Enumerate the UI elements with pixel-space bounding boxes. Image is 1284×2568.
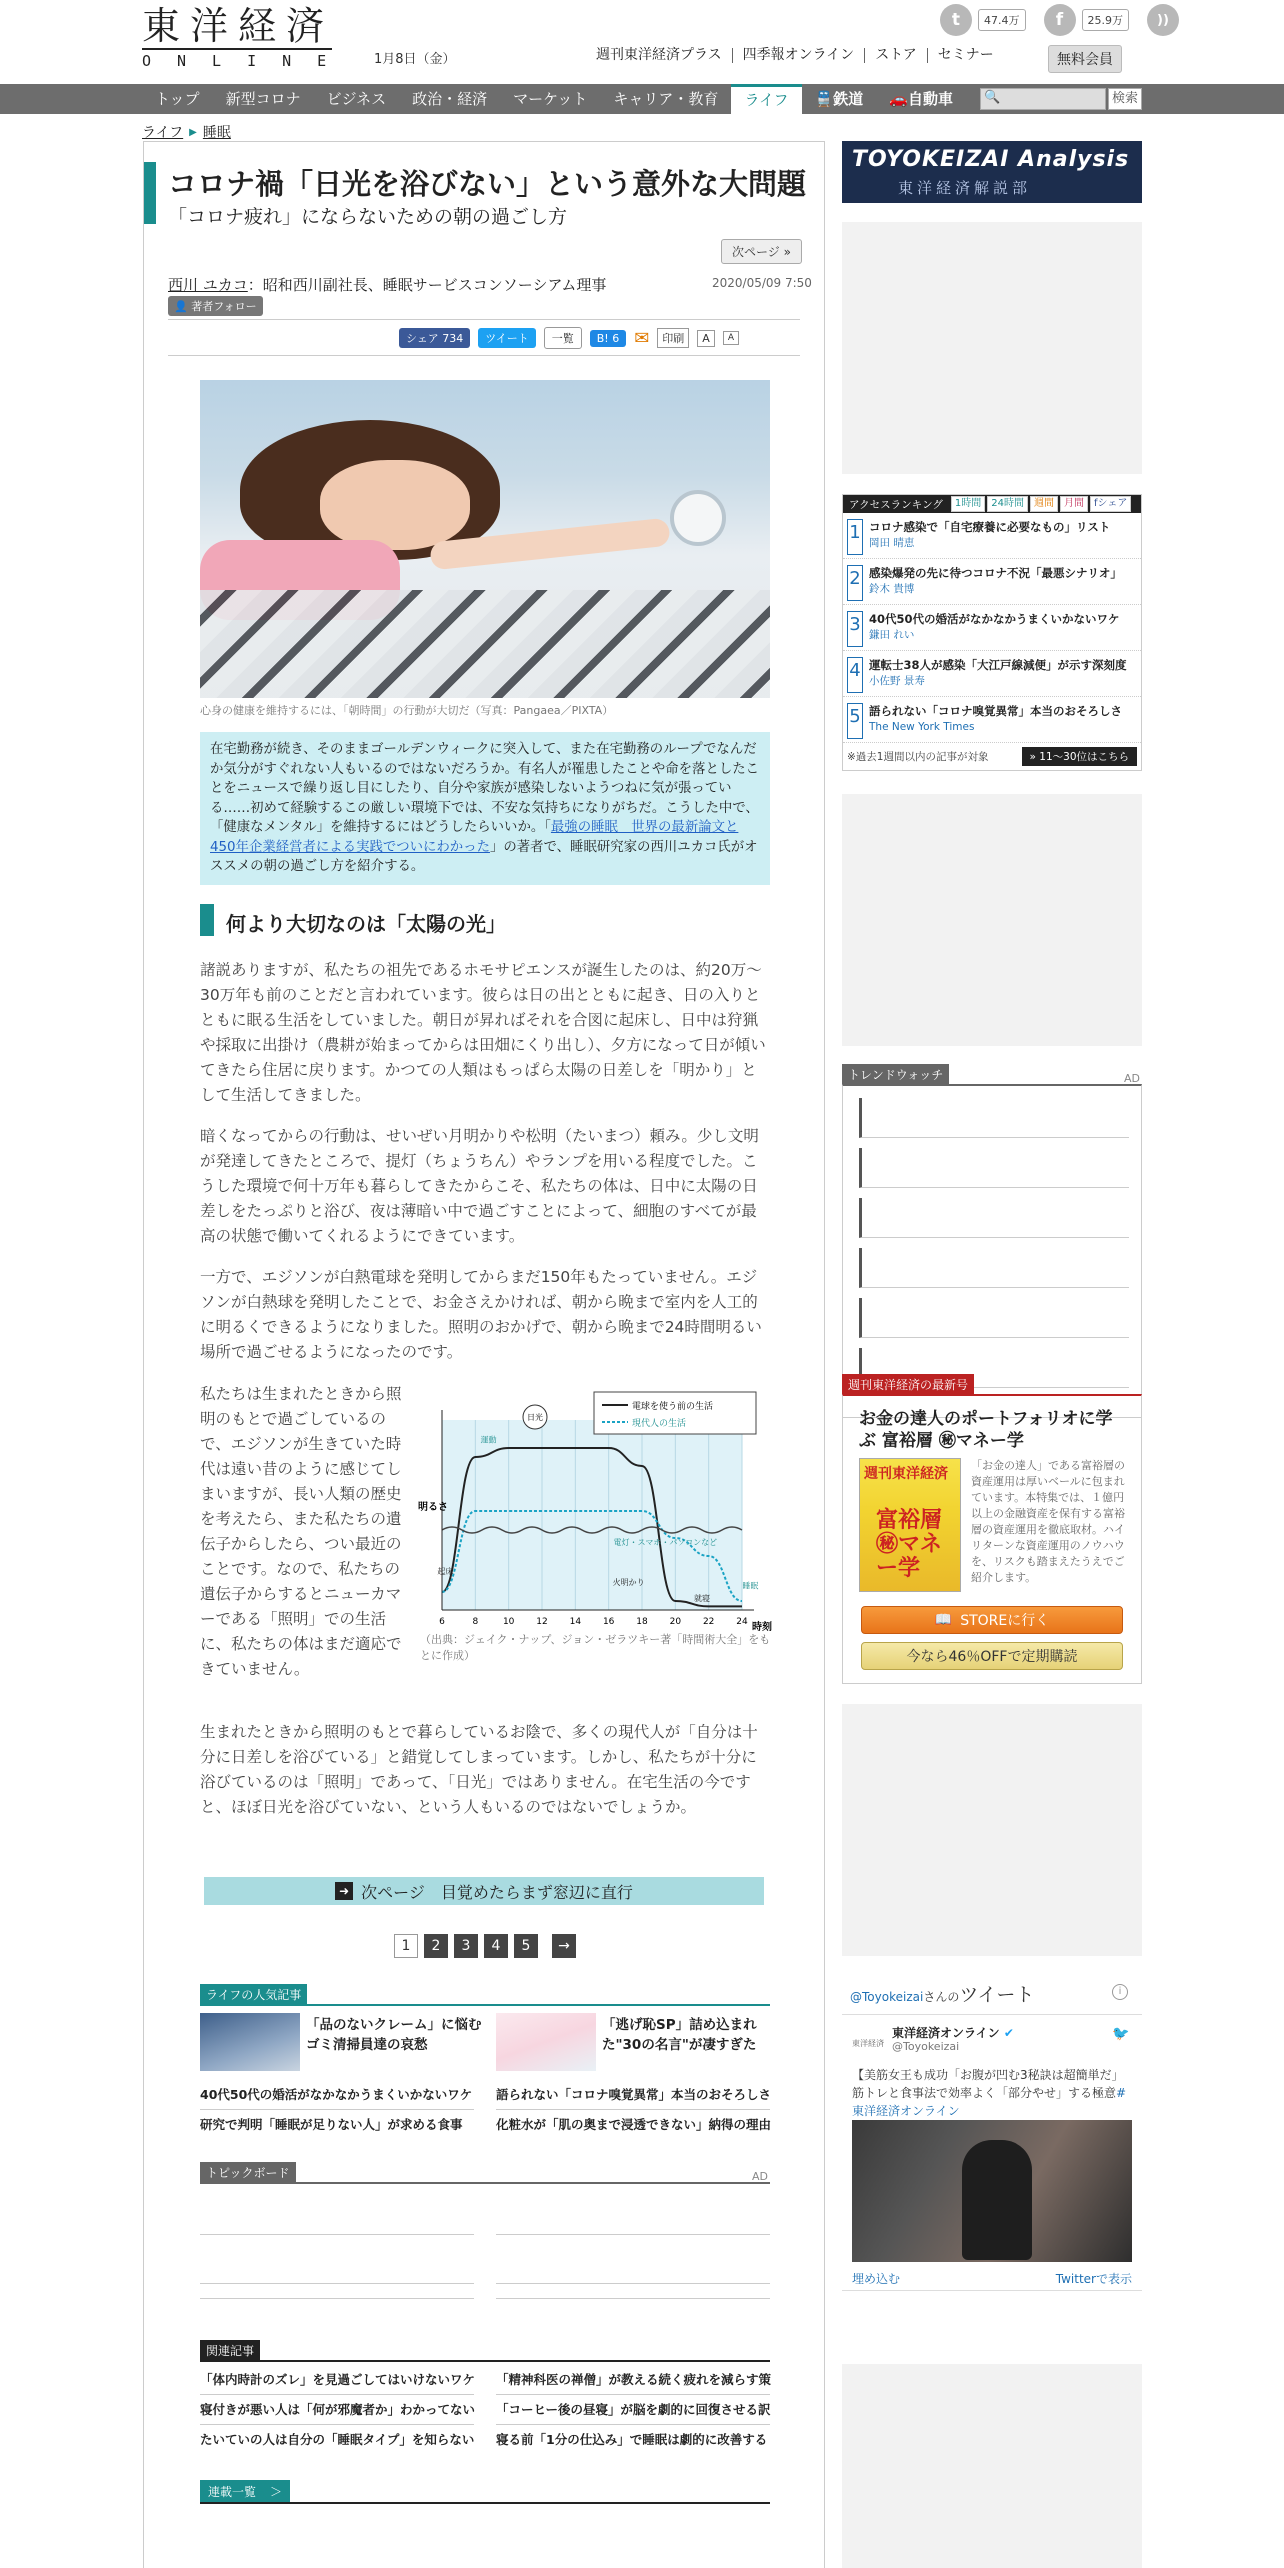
author-line [168, 274, 606, 295]
main-nav [0, 84, 1284, 114]
site-header [0, 0, 1284, 84]
ranking-item[interactable] [843, 605, 1141, 651]
link-weekly-plus[interactable]: 週刊東洋経済プラス [596, 47, 722, 63]
divider [200, 2004, 770, 2006]
chart-caption: （出典：ジェイク・ナップ、ジョン・ゼラツキー著「時間術大全」をもとに作成） [420, 1633, 771, 1662]
nav-career[interactable]: キャリア・教育 [613, 90, 719, 108]
chart-annotation: 運動 [480, 1435, 497, 1445]
chart-annotation: 火明かり [612, 1577, 645, 1587]
rank-title: コロナ感染で「自宅療養に必要なもの」リスト [869, 520, 1111, 534]
embed-link[interactable]: 埋め込む [852, 2272, 901, 2286]
chart-annotation: 睡眠 [742, 1581, 759, 1591]
paragraph: 私たちは生まれたときから照明のもとで過ごしているので、エジソンが生きていた時代は遠い昔のように感じてしまいますが、長い人類の歴史を考えたら、また私たちの遺伝子からしたら、つい最近のことです。なので、私たちの遺伝子からするとニューカマーである「照明」での生活に、私たちの体はまだ適応できていません。 [200, 1385, 402, 1678]
alarm-clock-icon [670, 490, 726, 546]
rank-author: 鈴木 貴博 [869, 583, 915, 595]
link-seminar[interactable]: セミナー [927, 48, 1004, 63]
twitter-count: 47.4万 [978, 9, 1026, 31]
tweet-handle-link[interactable]: @Toyokeizai [850, 1990, 924, 2004]
analysis-banner[interactable] [842, 141, 1142, 203]
ranking-tab-month[interactable]: 月間 [1060, 496, 1088, 512]
page-3[interactable]: 3 [454, 1934, 478, 1958]
divider [200, 2360, 770, 2362]
trend-row[interactable] [859, 1198, 1129, 1238]
x-tick-label: 10 [502, 1617, 515, 1627]
tweet-account-handle: @Toyokeizai [892, 2040, 960, 2053]
twitter-bird-icon: 🐦 [1112, 2026, 1130, 2042]
paragraph: 暗くなってからの行動は、せいぜい月明かりや松明（たいまつ）頼み。少し文明が発達してきたところで、提灯（ちょうちん）やランプを用いる程度でした。こうした環境で何十万年も暮らしてきたからこそ、私たちの体は、日中に太陽の日差しをたっぷりと浴び、夜は薄暗い中で過ごすことによって、細胞のすべてが最高の状態で働いてくれるようにできています。 [200, 1127, 759, 1245]
ad-slot[interactable] [842, 222, 1142, 474]
nav-auto[interactable] [876, 84, 966, 114]
nav-railway-label: 鉄道 [833, 90, 864, 108]
facebook-count: 25.9万 [1082, 9, 1130, 31]
share-bar [399, 327, 739, 349]
weekly-description: 「お金の達人」である富裕層の資産運用は厚いベールに包まれています。本特集では、１億円以上の金融資産を保有する富裕層の資産運用を徹底取材。ハイリターンな資産運用のノウハウを、リスクも踏まえたうえでご紹介します。 [971, 1459, 1125, 1584]
ranking-item[interactable] [843, 513, 1141, 559]
heading-accent-bar [200, 904, 214, 936]
nav-railway[interactable] [802, 84, 877, 114]
divider [200, 2502, 770, 2504]
nav-life[interactable]: ライフ [731, 84, 801, 114]
ranking-tab-24h[interactable]: 24時間 [987, 496, 1028, 512]
rank-number: 4 [847, 657, 863, 693]
serial-label: 連載一覧 [208, 2485, 257, 2499]
subscribe-button[interactable]: 今なら46％OFFで定期購読 [861, 1642, 1123, 1670]
fb-label: シェア [406, 332, 439, 345]
author-role: ：昭和西川副社長、睡眠サービスコンソーシアム理事 [247, 276, 607, 294]
pager-next-icon[interactable]: → [552, 1934, 576, 1958]
lead-box [200, 732, 770, 885]
ranking-item[interactable] [843, 697, 1141, 743]
tweet-image[interactable] [852, 2120, 1132, 2262]
tweet-title: ツイート [959, 1984, 1035, 2006]
search-button[interactable]: 検索 [1108, 88, 1142, 110]
nav-top[interactable]: トップ [155, 90, 200, 108]
access-ranking [842, 494, 1142, 771]
section-heading: 何より大切なのは「太陽の光」 [226, 912, 506, 936]
ranking-item[interactable] [843, 559, 1141, 605]
popular-row[interactable]: 化粧水が「肌の奥まで浸透できない」納得の理由 [496, 2117, 772, 2132]
nav-politics[interactable]: 政治・経済 [412, 90, 488, 108]
popular-row[interactable]: 40代50代の婚活がなかなかうまくいかないワケ [200, 2085, 474, 2110]
link-shikiho[interactable]: 四季報オンライン [732, 48, 865, 63]
analysis-title: TOYOKEIZAI Analysis [852, 147, 1130, 172]
legend-modern: 現代人の生活 [632, 1419, 687, 1429]
logo-online: ONLINE [142, 48, 332, 70]
trend-row[interactable] [859, 1148, 1129, 1188]
breadcrumb-sleep[interactable]: 睡眠 [202, 125, 231, 141]
related-row[interactable]: 「体内時計のズレ」を見過ごしてはいけないワケ [200, 2370, 474, 2395]
cover-brand: 週刊東洋経済 [864, 1466, 948, 1482]
facebook-icon[interactable]: f [1044, 4, 1076, 36]
sun-label: 日光 [527, 1413, 543, 1422]
popular-thumb[interactable] [200, 2013, 300, 2071]
x-tick-label: 20 [669, 1617, 682, 1627]
cover-title: 富裕層㊙マネー学 [876, 1508, 943, 1581]
rank-title: 40代50代の婚活がなかなかうまくいかないワケ [869, 612, 1120, 626]
related-row[interactable]: たいていの人は自分の「睡眠タイプ」を知らない [200, 2432, 475, 2447]
x-tick-label: 14 [569, 1617, 582, 1627]
store-button[interactable] [861, 1606, 1123, 1634]
nav-market[interactable]: マーケット [513, 90, 588, 108]
link-store[interactable]: ストア [864, 48, 927, 63]
ranking-more-link[interactable]: » 11～30位はこちら [1022, 747, 1137, 766]
photo-caption: 心身の健康を維持するには、「朝時間」の行動が大切だ（写真：Pangaea／PIXTA） [200, 704, 614, 717]
breadcrumb-arrow-icon: ▶ [189, 126, 197, 138]
rank-number: 2 [847, 565, 863, 601]
hatena-button[interactable] [590, 330, 626, 347]
page-1[interactable]: 1 [394, 1934, 418, 1958]
paragraph: 諸説ありますが、私たちの祖先であるホモサピエンスが誕生したのは、約20万〜30万年も前のことだと言われています。彼らは日の出とともに起き、日の入りとともに眠る生活をしていました。朝日が昇ればそれを合図に起床し、日中は狩猟や採取に出掛け（農耕が始まってからは田畑にくり出し）、夕方になって日が傾いてきたら住居に戻ります。かつての人類はもっぱら太陽の日差しを「明かり」として生活してきました。 [200, 961, 766, 1104]
car-icon: 🚗 [889, 90, 908, 108]
related-row[interactable]: 寝付きが悪い人は「何が邪魔者か」わかってない [200, 2400, 474, 2425]
rank-number: 3 [847, 611, 863, 647]
author-follow-button[interactable] [168, 296, 263, 316]
info-icon[interactable]: i [1112, 1984, 1128, 2000]
rank-author: 鎌田 れい [869, 629, 915, 641]
rank-number: 5 [847, 703, 863, 739]
trend-row[interactable] [859, 1298, 1129, 1338]
tweet-body: 【美筋女王も成功「お腹が凹む3秘訣は超簡単だ」筋トレと食事法で効率よく「部分やせ」する極意 [852, 2068, 1124, 2100]
page-5[interactable]: 5 [514, 1934, 538, 1958]
article-column [143, 141, 825, 2568]
pagination [394, 1934, 576, 1958]
ad-slot[interactable] [842, 2364, 1142, 2568]
hatena-label: B! [596, 331, 609, 345]
divider [200, 2182, 770, 2184]
article-subtitle: 「コロナ疲れ」にならないための朝の過ごし方 [168, 206, 568, 228]
weekly-title[interactable]: お金の達人のポートフォリオに学ぶ 富裕層 ㊙マネー学 [859, 1409, 1113, 1451]
popular-feature-title[interactable]: 「逃げ恥SP」詰め込まれた"30の名言"が凄すぎた [602, 2017, 757, 2053]
paragraph: 一方で、エジソンが白熱電球を発明してからまだ150年もたっていません。エジソンが白熱球を発明したことで、お金さえかければ、朝から晩まで室内を人工的に明るくできるようになりました。照明のおかげで、朝から晩まで24時間明るい場所で過ごせるようになったのです。 [200, 1268, 762, 1361]
x-tick-label: 6 [439, 1617, 445, 1627]
breadcrumb-life[interactable]: ライフ [142, 125, 184, 141]
popular-feature-title[interactable]: 「品のないクレーム」に悩むゴミ清掃員達の哀愁 [306, 2017, 482, 2053]
view-on-twitter-link[interactable]: Twitterで表示 [1055, 2272, 1132, 2286]
ranking-tab-share-label: シェア [1097, 498, 1128, 509]
divider [842, 2290, 1142, 2291]
facebook-icon: f [1093, 498, 1098, 509]
mail-icon[interactable]: ✉ [634, 327, 650, 349]
nav-corona[interactable]: 新型コロナ [225, 90, 301, 108]
ranking-tab-week[interactable]: 週間 [1030, 496, 1058, 512]
print-button[interactable]: 印刷 [657, 328, 689, 348]
twitter-icon[interactable]: t [940, 4, 972, 36]
next-page-label: 次ページ 目覚めたらまず窓辺に直行 [361, 1882, 633, 1902]
title-accent-bar [144, 162, 156, 224]
y-axis-label: 明るさ [418, 1502, 448, 1513]
search-icon: 🔍 [984, 90, 1001, 105]
brightness-chart [414, 1380, 774, 1655]
tweet-header [850, 1980, 1034, 2007]
ad-slot[interactable] [842, 1704, 1142, 1956]
trend-tab: トレンドウォッチ [842, 1064, 949, 1085]
popular-tab: ライフの人気記事 [200, 1984, 307, 2005]
divider [168, 319, 800, 320]
header-date: 1月8日（金） [374, 52, 456, 67]
font-small-button[interactable]: A [723, 331, 739, 345]
article-photo [200, 380, 770, 698]
tweet-handle-suffix: さんの [923, 1990, 960, 2004]
ad-slot[interactable] [842, 794, 1142, 1046]
weekly-tab: 週刊東洋経済の最新号 [842, 1374, 974, 1395]
rank-author: The New York Times [869, 721, 975, 733]
x-axis-label: 時刻 [752, 1622, 772, 1633]
legend-before-bulb: 電球を使う前の生活 [632, 1402, 714, 1412]
breadcrumb [142, 122, 231, 142]
next-page-link[interactable] [204, 1877, 764, 1905]
nav-auto-label: 自動車 [907, 90, 953, 108]
trend-row[interactable] [859, 1248, 1129, 1288]
page-2[interactable]: 2 [424, 1934, 448, 1958]
popular-row[interactable]: 研究で判明「睡眠が足りない人」が求める食事 [200, 2117, 463, 2132]
train-icon: 🚆 [814, 90, 834, 108]
tweet-hashtag[interactable]: #東洋経済オンライン [852, 2086, 1127, 2118]
ranking-tab-1h[interactable]: 1時間 [951, 496, 985, 512]
ranking-note: ※過去1週間以内の記事が対象 [847, 751, 989, 763]
x-tick-label: 8 [472, 1617, 479, 1627]
book-icon: 📖 [934, 1612, 953, 1628]
related-tab: 関連記事 [200, 2340, 260, 2361]
x-tick-label: 12 [536, 1617, 548, 1627]
chart-annotation: 就寝 [694, 1594, 710, 1603]
article-title: コロナ禍「日光を浴びない」という意外な大問題 [168, 167, 807, 201]
x-tick-label: 22 [702, 1617, 715, 1627]
x-tick-label: 16 [602, 1617, 615, 1627]
related-row[interactable]: 寝る前「1分の仕込み」で睡眠は劇的に改善する [496, 2432, 768, 2447]
chevron-right-icon: ＞ [270, 2485, 283, 2499]
next-page-button[interactable]: 次ページ » [721, 239, 802, 264]
related-row[interactable]: 「精神科医の禅僧」が教える続く疲れを減らす策 [496, 2370, 770, 2395]
rss-icon[interactable]: )) [1147, 4, 1179, 36]
site-logo[interactable] [142, 4, 353, 72]
topic-board-tab: トピックボード [200, 2162, 296, 2183]
chart-annotation: 電灯・スマホ・パソコンなど [613, 1538, 718, 1548]
trend-row[interactable] [859, 1098, 1129, 1138]
arrow-right-icon: ➜ [335, 1882, 353, 1900]
person-icon: 👤 [174, 300, 188, 313]
avatar[interactable]: 東洋経済 [852, 2039, 884, 2048]
popular-thumb[interactable] [496, 2013, 596, 2071]
related-row[interactable]: 「コーヒー後の昼寝」が脳を劇的に回復させる訳 [496, 2400, 770, 2425]
chart-annotation: 起床 [437, 1567, 454, 1576]
author-name[interactable]: 西川 ユカコ [168, 276, 248, 294]
paragraph: 生まれたときから照明のもとで暮らしているお陰で、多くの現代人が「自分は十分に日差しを浴びている」と錯覚してしまっています。しかし、私たちが十分に浴びているのは「照明」であって、「日光」ではありません。在宅生活の今ですと、ほぼ日光を浴びていない、という人もいるのではないでしょうか。 [200, 1723, 758, 1816]
popular-row[interactable]: 語られない「コロナ嗅覚異常」本当のおそろしさ [496, 2085, 770, 2110]
verified-icon: ✔ [1003, 2026, 1014, 2040]
tweet-account-label: 東洋経済オンライン [892, 2026, 1000, 2040]
divider [842, 2014, 1142, 2015]
logo-kanji: 東洋経済 [142, 4, 335, 48]
sun-icon [523, 1405, 547, 1429]
lead-text-1: 在宅勤務が続き、そのままゴールデンウィークに突入して、また在宅勤務のループでなんだか気分がすぐれない人もいるのではないだろうか。有名人が罹患したことや命を落としたことをニュースで繰り返し目にしたり、自分や家族が感染しないようつねに気が張っている……初めて経験するこの厳しい環境下では、不安な気持ちになりがちだ。こうした中で、「健康なメンタル」を維持するにはどうしたらいいか。「 [210, 742, 760, 835]
follow-label: 著者フォロー [191, 300, 257, 313]
rank-title: 感染爆発の先に待つコロナ不況「最悪シナリオ」 [869, 566, 1122, 580]
lead-text-2: 」の著者で、睡眠研究家の西川ユカコ氏がオススメの朝の過ごし方を紹介する。 [210, 839, 758, 874]
tweet-button[interactable]: ツイート [478, 328, 535, 348]
ad-label: AD [752, 2170, 768, 2183]
rank-number: 1 [847, 519, 863, 555]
divider [168, 355, 800, 356]
x-tick-label: 18 [636, 1617, 648, 1627]
hatena-count: 6 [612, 331, 620, 345]
book-link[interactable]: 最強の睡眠 世界の最新論文と450年企業経営者による実践でついにわかった [210, 820, 739, 855]
ranking-title: アクセスランキング [849, 498, 943, 511]
ad-label: AD [1124, 1072, 1140, 1085]
facebook-share-button[interactable] [399, 328, 470, 348]
x-tick-label: 24 [736, 1617, 748, 1627]
font-large-button[interactable]: A [697, 330, 715, 347]
store-label: STOREに行く [960, 1613, 1050, 1629]
ranking-tab-share[interactable] [1090, 496, 1131, 512]
rank-title: 運転士38人が感染「大江戸線減便」が示す深刻度 [869, 658, 1127, 672]
nav-business[interactable]: ビジネス [326, 90, 387, 108]
rank-author: 小佐野 景寿 [869, 675, 925, 687]
line-button[interactable]: 一覧 [544, 327, 582, 349]
social-links [940, 4, 1179, 36]
publish-date: 2020/05/09 7:50 [712, 276, 812, 290]
header-links [586, 48, 1004, 63]
analysis-subtitle: 東洋経済解説部 [898, 179, 1032, 197]
page-4[interactable]: 4 [484, 1934, 508, 1958]
rank-author: 岡田 晴恵 [869, 537, 915, 549]
magazine-cover[interactable] [859, 1458, 961, 1592]
member-button[interactable]: 無料会員 [1048, 45, 1122, 73]
ranking-item[interactable] [843, 651, 1141, 697]
tweet-account-name[interactable] [892, 2024, 1014, 2041]
fb-count: 734 [442, 332, 464, 345]
rank-title: 語られない「コロナ嗅覚異常」本当のおそろしさ [869, 704, 1122, 718]
serial-list-link[interactable] [200, 2480, 290, 2503]
